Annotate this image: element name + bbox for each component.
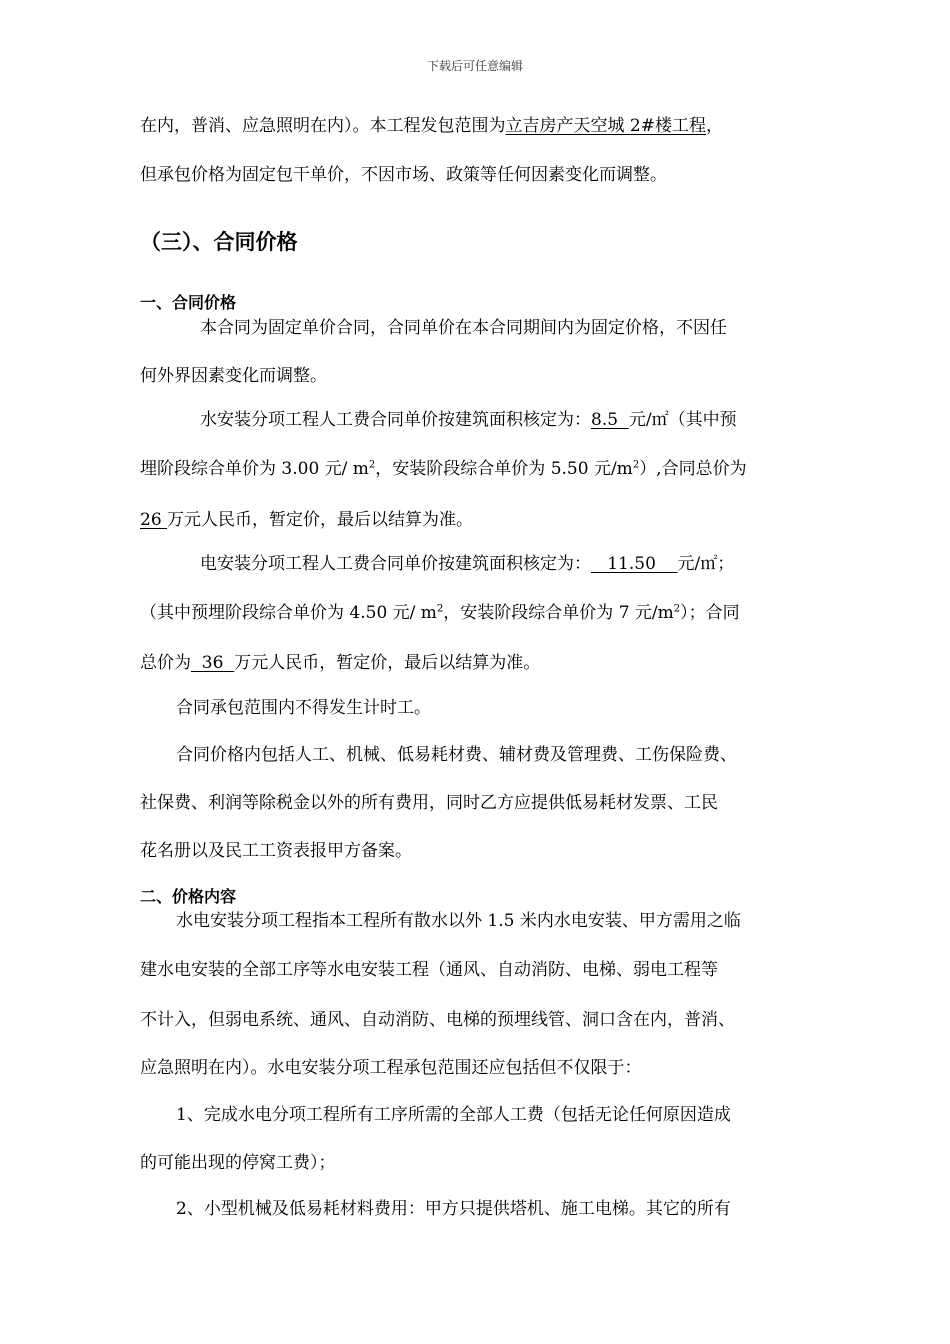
subsection-heading: 二、价格内容 bbox=[140, 887, 237, 906]
water-unit-price: 8.5 bbox=[591, 410, 629, 430]
superscript: 2 bbox=[673, 603, 681, 615]
text-line: 何外界因素变化而调整。 bbox=[140, 366, 327, 386]
text-line bbox=[140, 651, 540, 675]
text-line bbox=[140, 508, 473, 532]
subsection-heading: 一、合同价格 bbox=[140, 293, 237, 312]
text-span: 电安装分项工程人工费合同单价按建筑面积核定为： bbox=[200, 554, 591, 574]
text-span: 总价为 bbox=[140, 653, 191, 673]
text-span: （其中预埋阶段综合单价为 4.50 元/ m bbox=[140, 603, 437, 623]
text-line: 花名册以及民工工资表报甲方备案。 bbox=[140, 841, 412, 861]
text-span: ， bbox=[705, 116, 723, 136]
elec-unit-price: 11.50 bbox=[591, 554, 678, 574]
text-line: 合同价格内包括人工、机械、低易耗材费、辅材费及管理费、工伤保险费、 bbox=[176, 745, 737, 765]
superscript: 2 bbox=[632, 459, 640, 471]
text-line bbox=[200, 408, 737, 432]
text-line bbox=[200, 552, 734, 576]
text-span: 在内，普消、应急照明在内）。本工程发包范围为 bbox=[140, 116, 506, 136]
text-line: 水电安装分项工程指本工程所有散水以外 1.5 米内水电安装、甲方需用之临 bbox=[176, 911, 741, 931]
text-line: 社保费、利润等除税金以外的所有费用，同时乙方应提供低易耗材发票、工民 bbox=[140, 793, 718, 813]
text-line bbox=[140, 457, 747, 481]
text-span: 埋阶段综合单价为 3.00 元/ m bbox=[140, 459, 369, 479]
text-line bbox=[140, 114, 723, 138]
text-line: 的可能出现的停窝工费）； bbox=[140, 1153, 336, 1173]
text-line: 合同承包范围内不得发生计时工。 bbox=[176, 698, 431, 718]
text-span: 元/㎡（其中预 bbox=[628, 410, 737, 430]
superscript: 2 bbox=[436, 603, 444, 615]
text-span: 水安装分项工程人工费合同单价按建筑面积核定为： bbox=[200, 410, 591, 430]
text-line: 不计入，但弱电系统、通风、自动消防、电梯的预埋线管、洞口含在内，普消、 bbox=[140, 1010, 735, 1030]
text-span: 万元人民币，暂定价，最后以结算为准。 bbox=[234, 653, 541, 673]
elec-total-price: 36 bbox=[191, 653, 235, 673]
text-span: ）；合同 bbox=[680, 603, 740, 623]
text-line: 本合同为固定单价合同，合同单价在本合同期间内为固定价格，不因任 bbox=[200, 318, 727, 338]
text-span: ，安装阶段综合单价为 7 元/m bbox=[443, 603, 674, 623]
water-total-price: 26 bbox=[140, 510, 168, 530]
text-span: ）,合同总价为 bbox=[639, 459, 747, 479]
text-line bbox=[140, 601, 740, 625]
text-line: 2、小型机械及低易耗材料费用：甲方只提供塔机、施工电梯。其它的所有 bbox=[176, 1199, 731, 1219]
page-header-note: 下载后可任意编辑 bbox=[426, 59, 523, 73]
text-line: 1、完成水电分项工程所有工序所需的全部人工费（包括无论任何原因造成 bbox=[176, 1105, 731, 1125]
text-span: ，安装阶段综合单价为 5.50 元/m bbox=[375, 459, 633, 479]
section-heading: （三）、合同价格 bbox=[140, 230, 298, 254]
superscript: 2 bbox=[368, 459, 376, 471]
text-line: 建水电安装的全部工序等水电安装工程（通风、自动消防、电梯、弱电工程等 bbox=[140, 960, 718, 980]
text-span: 元/㎡； bbox=[677, 554, 735, 574]
text-line: 应急照明在内）。水电安装分项工程承包范围还应包括但不仅限于： bbox=[140, 1058, 642, 1078]
project-name: 立吉房产天空城 2#楼工程 bbox=[505, 116, 706, 136]
text-span: 万元人民币，暂定价，最后以结算为准。 bbox=[167, 510, 474, 530]
text-line: 但承包价格为固定包干单价，不因市场、政策等任何因素变化而调整。 bbox=[140, 165, 667, 185]
